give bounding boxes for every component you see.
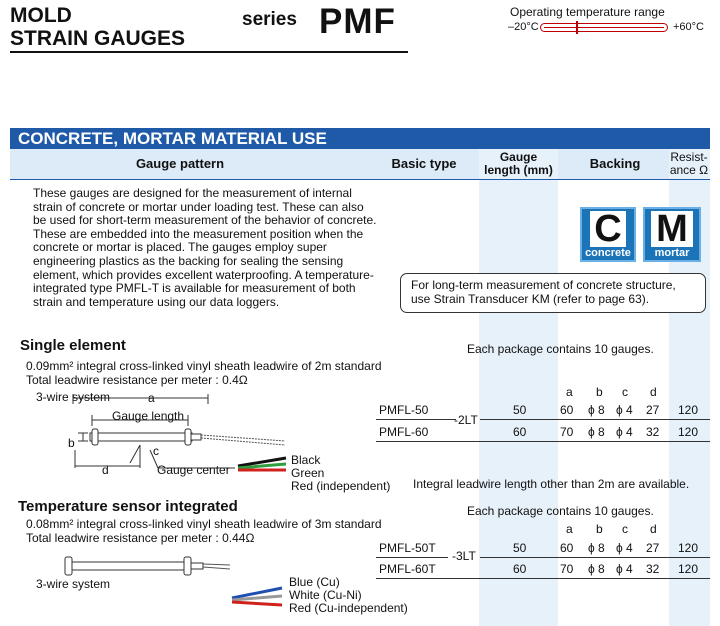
single-suffix: -2LT <box>454 413 478 427</box>
col-gauge-length-2: length (mm) <box>484 163 553 177</box>
wire-red-cu-label: Red (Cu-independent) <box>289 601 408 615</box>
single-col-a: a <box>566 385 573 399</box>
wire-white-label: White (Cu-Ni) <box>289 588 362 602</box>
single-row-1-length: 50 <box>513 403 527 417</box>
temp-row-1-d: 27 <box>646 541 660 555</box>
dim-b-label: b <box>68 436 75 450</box>
single-row-2-d: 32 <box>646 425 660 439</box>
description-text: These gauges are designed for the measurement of internal strain of concrete or mortar under loading test. These can also be used for short-term measurement of the behavior of concrete. These are embedded into the measurement position when the concrete or mortar is placed. The gauges employ super engineering plastics as the backing for sealing the sensing element, which provides excellent waterproofing. A temperature-integrated type PMFL-T is available for measurement of both strain and temperature using our data loggers. <box>33 186 377 309</box>
series-word: series <box>242 9 297 30</box>
single-element-heading: Single element <box>20 337 126 354</box>
op-temp-low: –20°C <box>508 21 539 33</box>
single-row-1-b: ϕ 8 <box>588 403 605 417</box>
temp-row-1-b: ϕ 8 <box>588 541 605 555</box>
temp-row-2-length: 60 <box>513 562 527 576</box>
temp-wire-system: 3-wire system <box>36 577 111 591</box>
series-code: PMF <box>319 2 396 41</box>
col-resistance-2: ance Ω <box>669 163 709 177</box>
transducer-note: For long-term measurement of concrete structure, use Strain Transducer KM (refer to page 63). <box>400 273 706 313</box>
temp-row-2-c: ϕ 4 <box>616 562 633 576</box>
dim-d-label: d <box>102 463 109 477</box>
single-spec-line-1: 0.09mm² integral cross-linked vinyl sheath leadwire of 2m standard <box>26 359 382 373</box>
single-row-2-res: 120 <box>678 425 699 439</box>
temp-spec-line-1: 0.08mm² integral cross-linked vinyl sheath leadwire of 3m standard <box>26 517 382 531</box>
col-basic-type: Basic type <box>391 156 457 171</box>
single-col-d: d <box>650 385 657 399</box>
single-row-2-type: PMFL-60 <box>379 425 429 439</box>
wire-blue-label: Blue (Cu) <box>289 575 340 589</box>
single-row-2-c: ϕ 4 <box>616 425 633 439</box>
temp-row-2-b: ϕ 8 <box>588 562 605 576</box>
single-row-2-a: 70 <box>560 425 574 439</box>
temp-col-b: b <box>596 522 603 536</box>
leadwire-length-note: Integral leadwire length other than 2m are available. <box>413 477 690 491</box>
single-leadwires <box>236 454 292 478</box>
temp-spec-line-2: Total leadwire resistance per meter : 0.44Ω <box>26 531 255 545</box>
single-row-2-b: ϕ 8 <box>588 425 605 439</box>
single-row-1-c: ϕ 4 <box>616 403 633 417</box>
temp-col-d: d <box>650 522 657 536</box>
op-temp-high: +60°C <box>673 21 705 33</box>
temp-row-1-type: PMFL-50T <box>379 541 436 555</box>
temp-col-c: c <box>622 522 628 536</box>
temp-row-2-res: 120 <box>678 562 699 576</box>
wire-black-label: Black <box>291 453 321 467</box>
thermometer-icon <box>540 23 668 32</box>
section-banner: CONCRETE, MORTAR MATERIAL USE <box>10 128 710 149</box>
single-col-c: c <box>622 385 628 399</box>
gauge-center-label: Gauge center <box>157 463 230 477</box>
single-col-b: b <box>596 385 603 399</box>
gauge-length-label: Gauge length <box>112 409 185 423</box>
single-row-1-type: PMFL-50 <box>379 403 429 417</box>
single-spec-line-2: Total leadwire resistance per meter : 0.4Ω <box>26 373 248 387</box>
dim-a-label: a <box>148 391 155 405</box>
title-line-2: STRAIN GAUGES <box>10 27 186 50</box>
col-resistance-1: Resist- <box>670 150 708 164</box>
temp-row-2-type: PMFL-60T <box>379 562 436 576</box>
title-rule <box>10 51 408 53</box>
col-backing: Backing <box>589 156 641 171</box>
temp-row-1-length: 50 <box>513 541 527 555</box>
single-wire-system: 3-wire system <box>36 390 111 404</box>
single-package-note: Each package contains 10 gauges. <box>467 342 654 356</box>
temp-suffix: -3LT <box>452 549 476 563</box>
dim-c-label: c <box>153 444 159 458</box>
wire-green-label: Green <box>291 466 325 480</box>
single-row-1-a: 60 <box>560 403 574 417</box>
single-row-1-d: 27 <box>646 403 660 417</box>
op-temp-label: Operating temperature range <box>510 5 665 19</box>
single-row-2-length: 60 <box>513 425 527 439</box>
temp-row-2-a: 70 <box>560 562 574 576</box>
temp-col-a: a <box>566 522 573 536</box>
temp-row-1-c: ϕ 4 <box>616 541 633 555</box>
title-line-1: MOLD <box>10 4 72 27</box>
single-row-1-res: 120 <box>678 403 699 417</box>
temp-package-note: Each package contains 10 gauges. <box>467 504 654 518</box>
temp-heading: Temperature sensor integrated <box>18 498 238 515</box>
temp-row-1-res: 120 <box>678 541 699 555</box>
mortar-icon: M mortar <box>643 207 701 262</box>
temp-row-2-d: 32 <box>646 562 660 576</box>
concrete-icon: C concrete <box>580 207 636 262</box>
temp-leadwires <box>228 584 288 610</box>
col-gauge-length-1: Gauge <box>499 150 538 164</box>
wire-red-label: Red (independent) <box>291 479 391 493</box>
col-gauge-pattern: Gauge pattern <box>135 156 225 171</box>
temp-row-1-a: 60 <box>560 541 574 555</box>
